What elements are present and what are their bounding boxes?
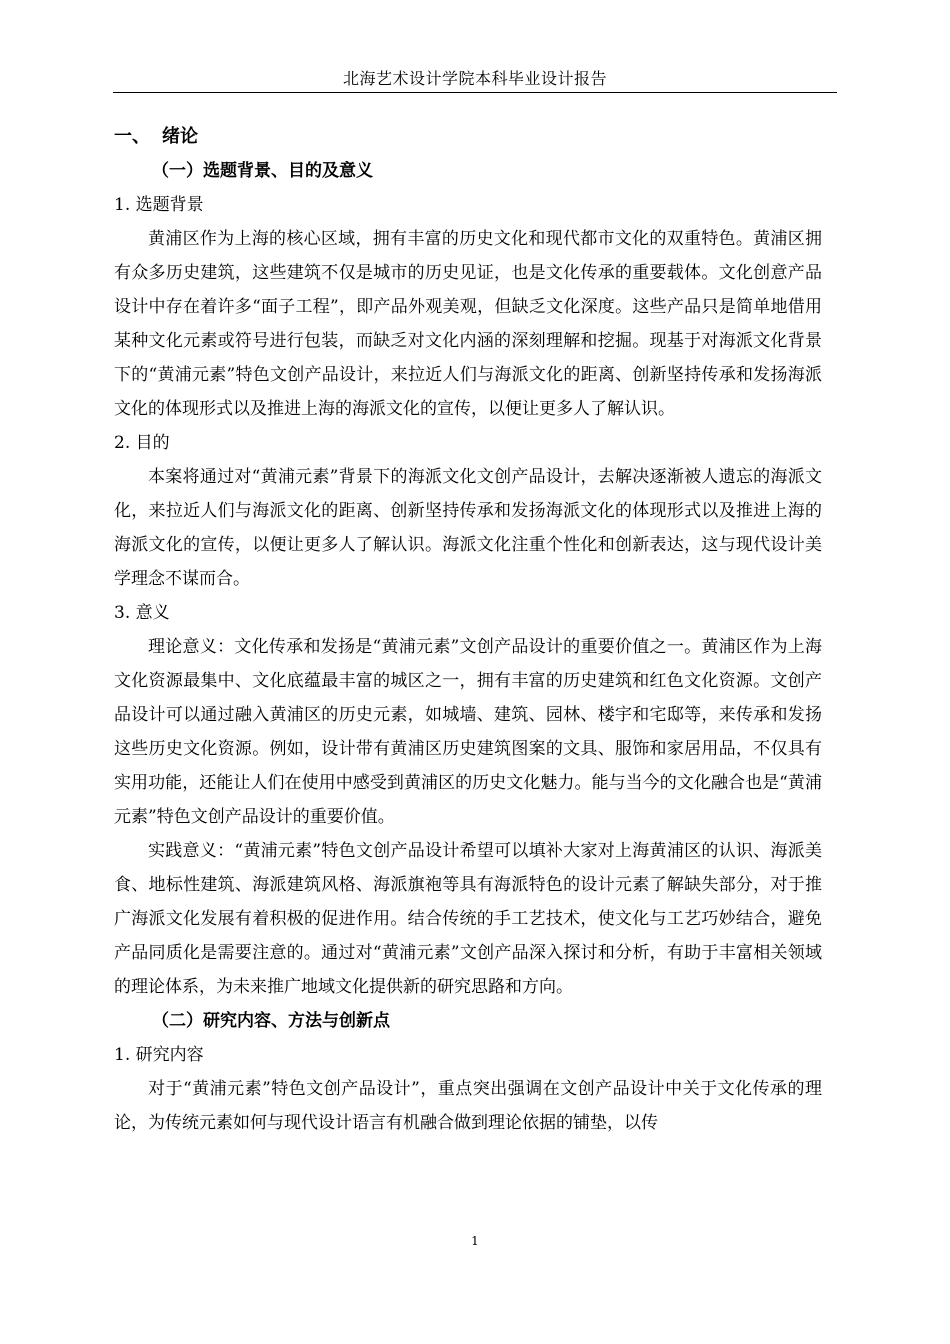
paragraph-purpose: 本案将通过对“黄浦元素”背景下的海派文化文创产品设计，去解决逐渐被人遗忘的海派文化，来拉近人们与海派文化的距离、创新坚持传承和发扬海派文化的体现形式以及推进上海的海派文化的宣传，以便让更多人了解认识。海派文化注重个性化和创新表达，这与现代设计美学理念不谋而合。 bbox=[114, 467, 822, 589]
subsection-heading-research-content: 1. 研究内容 bbox=[114, 1045, 204, 1065]
chapter-title: 绪论 bbox=[162, 126, 198, 147]
subsection-heading-background: 1. 选题背景 bbox=[114, 195, 204, 215]
paragraph-background: 黄浦区作为上海的核心区域，拥有丰富的历史文化和现代都市文化的双重特色。黄浦区拥有众多历史建筑，这些建筑不仅是城市的历史见证，也是文化传承的重要载体。文化创意产品设计中存在着许多“面子工程”，即产品外观美观，但缺乏文化深度。这些产品只是简单地借用某种文化元素或符号进行包装，而缺乏对文化内涵的深刻理解和挖掘。现基于对海派文化背景下的“黄浦元素”特色文创产品设计，来拉近人们与海派文化的距离、创新坚持传承和发扬海派文化的体现形式以及推进上海的海派文化的宣传，以便让更多人了解认识。 bbox=[114, 229, 822, 419]
header-rule bbox=[113, 92, 837, 93]
page-number: 1 bbox=[471, 1234, 479, 1248]
subsection-heading-purpose: 2. 目的 bbox=[114, 433, 170, 453]
paragraph-practical-significance: 实践意义：“黄浦元素”特色文创产品设计希望可以填补大家对上海黄浦区的认识、海派美食、地标性建筑、海派建筑风格、海派旗袍等具有海派特色的设计元素了解缺失部分，对于推广海派文化发展有着积极的促进作用。结合传统的手工艺技术，使文化与工艺巧妙结合，避免产品同质化是需要注意的。通过对“黄浦元素”文创产品深入探讨和分析，有助于丰富相关领域的理论体系，为未来推广地域文化提供新的研究思路和方向。 bbox=[114, 841, 822, 997]
running-header: 北海艺术设计学院本科毕业设计报告 bbox=[342, 69, 607, 88]
chapter-heading bbox=[114, 120, 822, 154]
paragraph-theoretical-significance: 理论意义：文化传承和发扬是“黄浦元素”文创产品设计的重要价值之一。黄浦区作为上海文化资源最集中、文化底蕴最丰富的城区之一，拥有丰富的历史建筑和红色文化资源。文创产品设计可以通过融入黄浦区的历史元素，如城墙、建筑、园林、楼宇和宅邸等，来传承和发扬这些历史文化资源。例如，设计带有黄浦区历史建筑图案的文具、服饰和家居用品，不仅具有实用功能，还能让人们在使用中感受到黄浦区的历史文化魅力。能与当今的文化融合也是“黄浦元素”特色文创产品设计的重要价值。 bbox=[114, 637, 822, 827]
body-content bbox=[114, 120, 822, 1140]
paragraph-research-content: 对于“黄浦元素”特色文创产品设计”，重点突出强调在文创产品设计中关于文化传承的理论，为传统元素如何与现代设计语言有机融合做到理论依据的铺垫，以传 bbox=[114, 1079, 822, 1133]
section-heading-research: （二）研究内容、方法与创新点 bbox=[152, 1011, 390, 1031]
subsection-heading-significance: 3. 意义 bbox=[114, 603, 170, 623]
chapter-number: 一、 bbox=[114, 126, 150, 147]
section-heading-background: （一）选题背景、目的及意义 bbox=[152, 161, 373, 181]
